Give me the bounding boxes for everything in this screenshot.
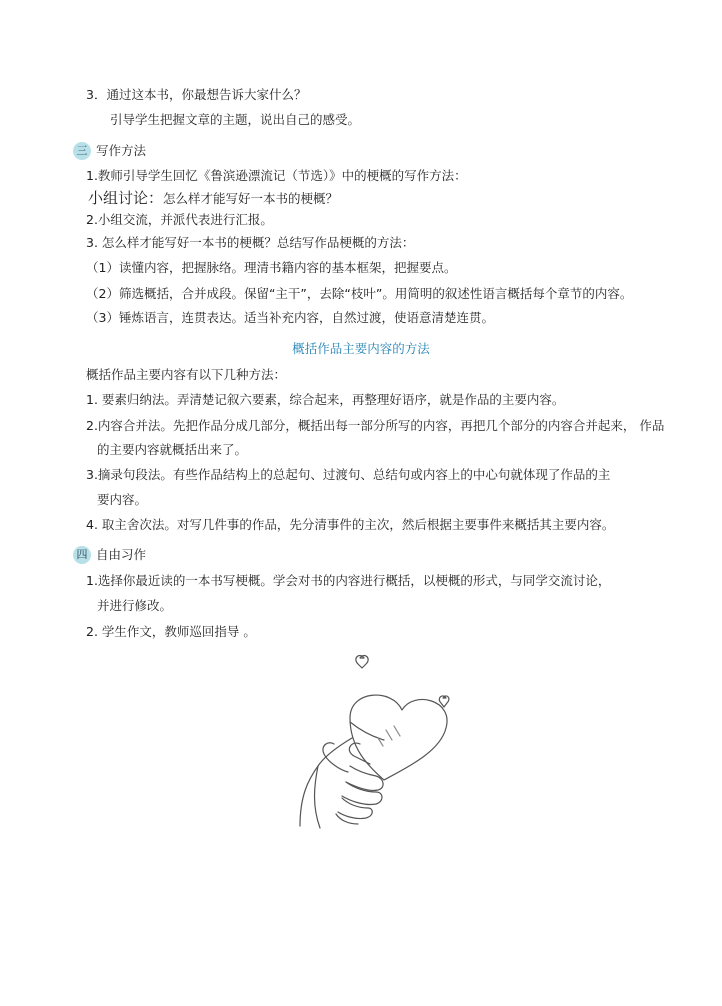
methods-item-4: 4. 取主舍次法。对写几件事的作品，先分清事件的主次，然后根据主要事件来概括其主要内容。 [86, 517, 615, 532]
question-3: 3．通过这本书，你最想告诉大家什么？ [86, 87, 307, 102]
section-3-title: 写作方法 [96, 143, 147, 158]
section-3-p3: 3. 怎么样才能写好一本书的梗概？总结写作品梗概的方法： [86, 235, 415, 250]
method-2: （2）筛选概括，合并成段。保留“主干”，去除“枝叶”。用简明的叙述性语言概括每个章节的内容。 [86, 286, 633, 301]
section-3-p2: 2.小组交流，并派代表进行汇报。 [86, 212, 273, 227]
methods-intro: 概括作品主要内容有以下几种方法： [86, 367, 287, 382]
methods-item-2a: 2.内容合并法。先把作品分成几部分，概括出每一部分所写的内容，再把几个部分的内容合并起来， 作品 [86, 418, 665, 433]
section-4-title: 自由习作 [96, 547, 147, 562]
discussion [88, 189, 338, 208]
methods-item-2b: 的主要内容就概括出来了。 [97, 442, 248, 457]
discussion-text: 怎么样才能写好一本书的梗概？ [163, 191, 339, 206]
section-4-p1b: 并进行修改。 [97, 598, 173, 613]
method-3: （3）锤炼语言，连贯表达。适当补充内容，自然过渡，使语意清楚连贯。 [86, 310, 494, 325]
method-1: （1）读懂内容，把握脉络。理清书籍内容的基本框架，把握要点。 [86, 260, 457, 275]
section-4-badge: 四 [73, 546, 91, 564]
section-4-p1a: 1.选择你最近读的一本书写梗概。学会对书的内容进行概括，以梗概的形式，与同学交流讨论， [86, 573, 611, 588]
discussion-label: 小组讨论： [88, 189, 164, 207]
section-4-p2: 2. 学生作文，教师巡回指导 。 [86, 624, 256, 639]
section-3-p1: 1.教师引导学生回忆《鲁滨逊漂流记（节选）》中的梗概的写作方法： [86, 168, 467, 183]
hand-heart-illustration [290, 648, 470, 833]
methods-item-3b: 要内容。 [97, 492, 148, 507]
methods-title: 概括作品主要内容的方法 [292, 341, 430, 356]
methods-item-3a: 3.摘录句段法。有些作品结构上的总起句、过渡句、总结句或内容上的中心句就体现了作品的主 [86, 467, 611, 482]
section-3-badge: 三 [73, 142, 91, 160]
methods-item-1: 1. 要素归纳法。弄清楚记叙六要素，综合起来，再整理好语序，就是作品的主要内容。 [86, 392, 565, 407]
question-3-guide: 引导学生把握文章的主题，说出自己的感受。 [110, 112, 361, 127]
